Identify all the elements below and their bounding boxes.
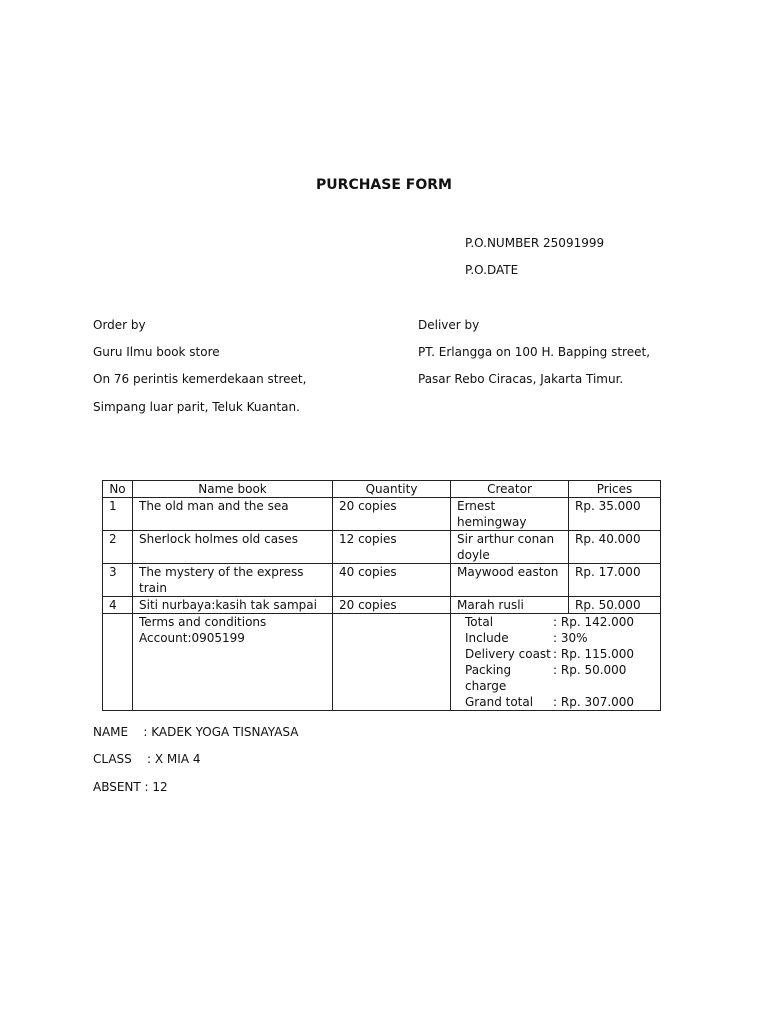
cell-no: 2 [103,531,133,564]
table-row [103,531,661,564]
cell-creator: Marah rusli [451,597,569,614]
cell-quantity: 20 copies [333,498,451,531]
column-header-name-book: Name book [133,481,333,498]
cell-empty [333,614,451,711]
purchase-table [102,480,661,711]
table-row [103,498,661,531]
summary-include: Include : 30% [465,631,588,645]
student-class: CLASS : X MIA 4 [93,752,201,766]
cell-name-book: The mystery of the express train [133,564,333,597]
cell-quantity: 40 copies [333,564,451,597]
summary-total: Total : Rp. 142.000 [465,615,635,629]
cell-quantity: 20 copies [333,597,451,614]
order-by-line3: Simpang luar parit, Teluk Kuantan. [93,400,300,414]
deliver-by-line2: Pasar Rebo Ciracas, Jakarta Timur. [418,372,624,386]
cell-creator: Ernest hemingway [451,498,569,531]
terms-label: Terms and conditions [139,615,267,629]
cell-no: 1 [103,498,133,531]
terms-cell [133,614,333,711]
cell-name-book: Siti nurbaya:kasih tak sampai [133,597,333,614]
order-by-line1: Guru Ilmu book store [93,345,220,359]
cell-no: 4 [103,597,133,614]
cell-name-book: Sherlock holmes old cases [133,531,333,564]
table-summary-row [103,614,661,711]
summary-grand-total: Grand total : Rp. 307.000 [465,695,635,709]
cell-no: 3 [103,564,133,597]
column-header-no: No [103,481,133,498]
order-by-line2: On 76 perintis kemerdekaan street, [93,372,307,386]
cell-creator: Sir arthur conan doyle [451,531,569,564]
cell-creator: Maywood easton [451,564,569,597]
cell-price: Rp. 40.000 [569,531,661,564]
table-header-row [103,481,661,498]
page-title: PURCHASE FORM [316,177,452,193]
cell-price: Rp. 17.000 [569,564,661,597]
order-by-label: Order by [93,318,146,332]
deliver-by-line1: PT. Erlangga on 100 H. Bapping street, [418,345,651,359]
cell-quantity: 12 copies [333,531,451,564]
cell-price: Rp. 35.000 [569,498,661,531]
table-row [103,597,661,614]
summary-packing-charge: Packing charge : Rp. 50.000 [465,663,627,693]
po-number: P.O.NUMBER 25091999 [465,236,605,250]
column-header-prices: Prices [569,481,661,498]
column-header-quantity: Quantity [333,481,451,498]
po-date: P.O.DATE [465,263,519,277]
student-name: NAME : KADEK YOGA TISNAYASA [93,725,299,739]
cell-price: Rp. 50.000 [569,597,661,614]
cell-name-book: The old man and the sea [133,498,333,531]
summary-cell [451,614,661,711]
account-number: Account:0905199 [139,631,245,645]
student-absent: ABSENT : 12 [93,780,168,794]
column-header-creator: Creator [451,481,569,498]
table-row [103,564,661,597]
summary-delivery-cost: Delivery coast : Rp. 115.000 [465,647,635,661]
cell-empty [103,614,133,711]
deliver-by-label: Deliver by [418,318,480,332]
